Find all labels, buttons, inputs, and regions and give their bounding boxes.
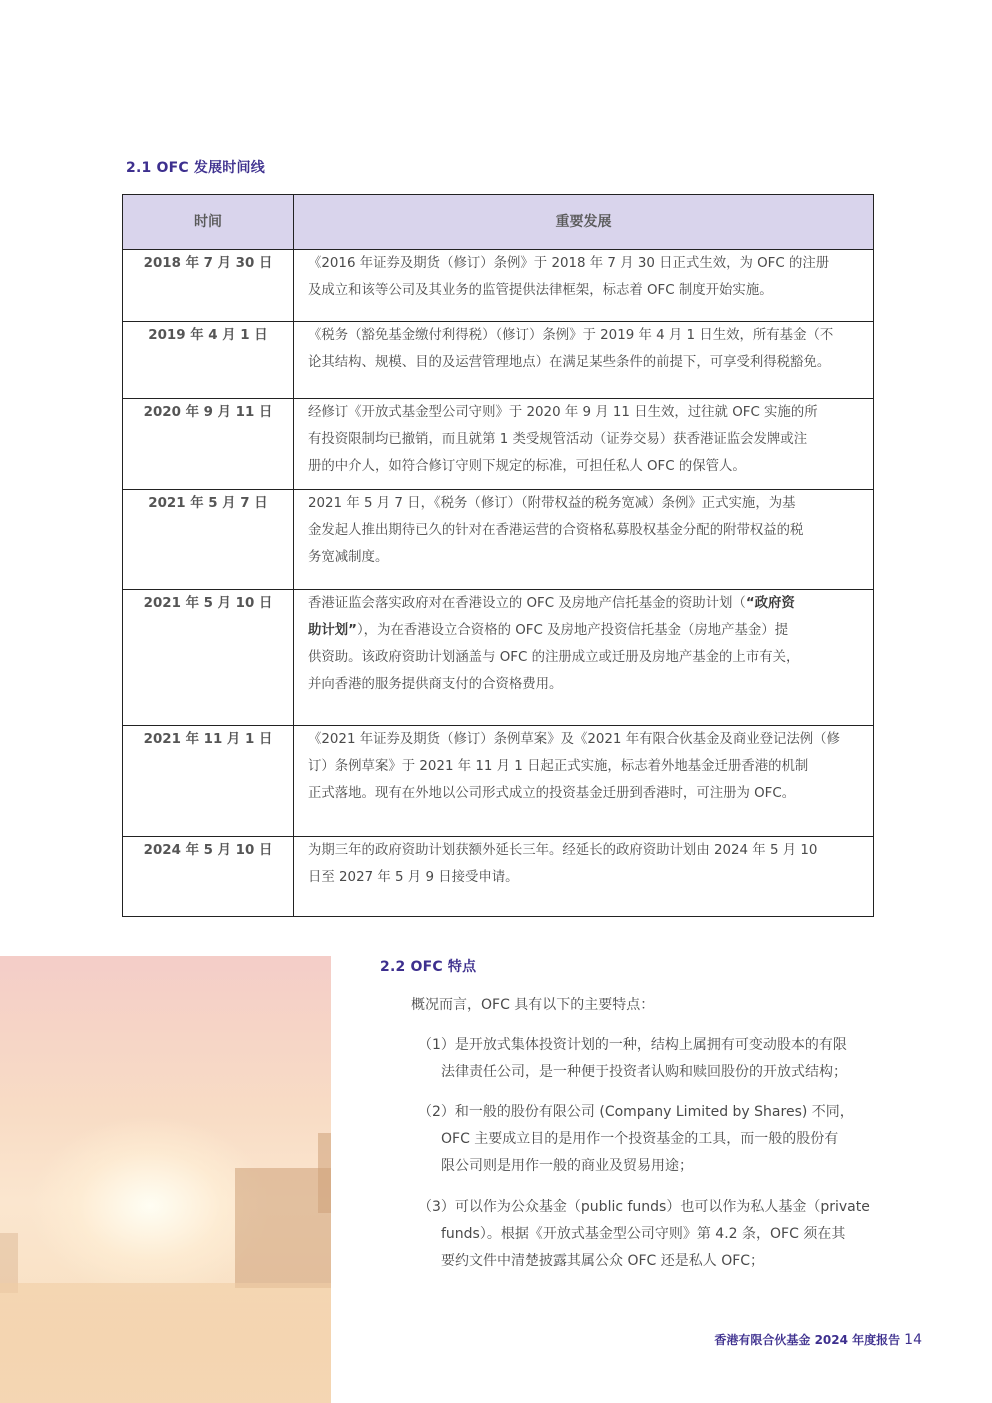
row-description: 为期三年的政府资助计划获额外延长三年。经延长的政府资助计划由 2024 年 5 月 10 日至 2027 年 5 月 9 日接受申请。 — [294, 837, 874, 917]
bold-term: 助计划” — [308, 623, 357, 638]
table-row — [123, 490, 874, 590]
table-row — [123, 399, 874, 490]
row-date: 2018 年 7 月 30 日 — [123, 250, 294, 322]
row-description: 2021 年 5 月 7 日，《税务（修订）（附带权益的税务宽减）条例》正式实施，为基 金发起人推出期待已久的针对在香港运营的合资格私募股权基金分配的附带权益的税 务宽减制度。 — [294, 490, 874, 590]
row-description: 《税务（豁免基金缴付利得税）（修订）条例》于 2019 年 4 月 1 日生效，所有基金（不 论其结构、规模、目的及运营管理地点）在满足某些条件的前提下，可享受利得税豁免。 — [294, 322, 874, 399]
item-number: （2） — [418, 1104, 455, 1120]
table-row — [123, 250, 874, 322]
page-footer — [714, 1331, 922, 1348]
harbour-sunset-photo — [0, 956, 331, 1403]
row-description: 香港证监会落实政府对在香港设立的 OFC 及房地产信托基金的资助计划（“政府资 助计划”），为在香港设立合资格的 OFC 及房地产投资信托基金（房地产基金）提 供资助。该政府资助计划涵盖与 OFC 的注册成立或迁册及房地产基金的上市有关， 并向香港的服务提供商支付的合资格费用。 — [294, 590, 874, 726]
table-row — [123, 322, 874, 399]
section-title-timeline: 2.1 OFC 发展时间线 — [126, 160, 265, 176]
row-description: 经修订《开放式基金型公司守则》于 2020 年 9 月 11 日生效，过往就 OFC 实施的所 有投资限制均已撤销，而且就第 1 类受规管活动（证券交易）获香港证监会发牌或注 册的中介人，如符合修订守则下规定的标准，可担任私人 OFC 的保管人。 — [294, 399, 874, 490]
row-date: 2021 年 5 月 7 日 — [123, 490, 294, 590]
report-title: 香港有限合伙基金 2024 年度报告 — [714, 1333, 901, 1347]
list-item: （3）可以作为公众基金（public funds）也可以作为私人基金（private funds）。根据《开放式基金型公司守则》第 4.2 条，OFC 须在其 要约文件中清楚披露其属公众 OFC 还是私人 OFC； — [418, 1199, 870, 1269]
table-header-row — [123, 195, 874, 250]
column-header-development: 重要发展 — [294, 195, 874, 250]
page-number: 14 — [904, 1332, 922, 1348]
building-silhouette — [318, 1133, 331, 1213]
features-intro: 概况而言，OFC 具有以下的主要特点： — [411, 997, 655, 1013]
list-item: （2）和一般的股份有限公司 (Company Limited by Shares) 不同， OFC 主要成立目的是用作一个投资基金的工具，而一般的股份有 限公司则是用作一般的商业及贸易用途； — [418, 1104, 854, 1174]
building-silhouette — [235, 1168, 331, 1288]
table-row — [123, 726, 874, 837]
row-date: 2021 年 5 月 10 日 — [123, 590, 294, 726]
section-title-features: 2.2 OFC 特点 — [380, 959, 477, 975]
row-date: 2019 年 4 月 1 日 — [123, 322, 294, 399]
list-item: （1）是开放式集体投资计划的一种，结构上属拥有可变动股本的有限 法律责任公司，是一种便于投资者认购和赎回股份的开放式结构； — [418, 1037, 847, 1080]
row-date: 2021 年 11 月 1 日 — [123, 726, 294, 837]
table-row — [123, 837, 874, 917]
water-reflection — [0, 1283, 331, 1403]
row-date: 2024 年 5 月 10 日 — [123, 837, 294, 917]
row-description: 《2021 年证券及期货（修订）条例草案》及《2021 年有限合伙基金及商业登记法例（修 订）条例草案》于 2021 年 11 月 1 日起正式实施，标志着外地基金迁册香港的机制 正式落地。现有在外地以公司形式成立的投资基金迁册到香港时，可注册为 OFC。 — [294, 726, 874, 837]
bold-term: “政府资 — [745, 596, 795, 611]
row-description: 《2016 年证券及期货（修订）条例》于 2018 年 7 月 30 日正式生效，为 OFC 的注册 及成立和该等公司及其业务的监管提供法律框架，标志着 OFC 制度开始实施。 — [294, 250, 874, 322]
column-header-time: 时间 — [123, 195, 294, 250]
row-date: 2020 年 9 月 11 日 — [123, 399, 294, 490]
item-number: （1） — [418, 1037, 455, 1053]
item-number: （3） — [418, 1199, 455, 1215]
timeline-table — [122, 194, 874, 917]
table-row — [123, 590, 874, 726]
